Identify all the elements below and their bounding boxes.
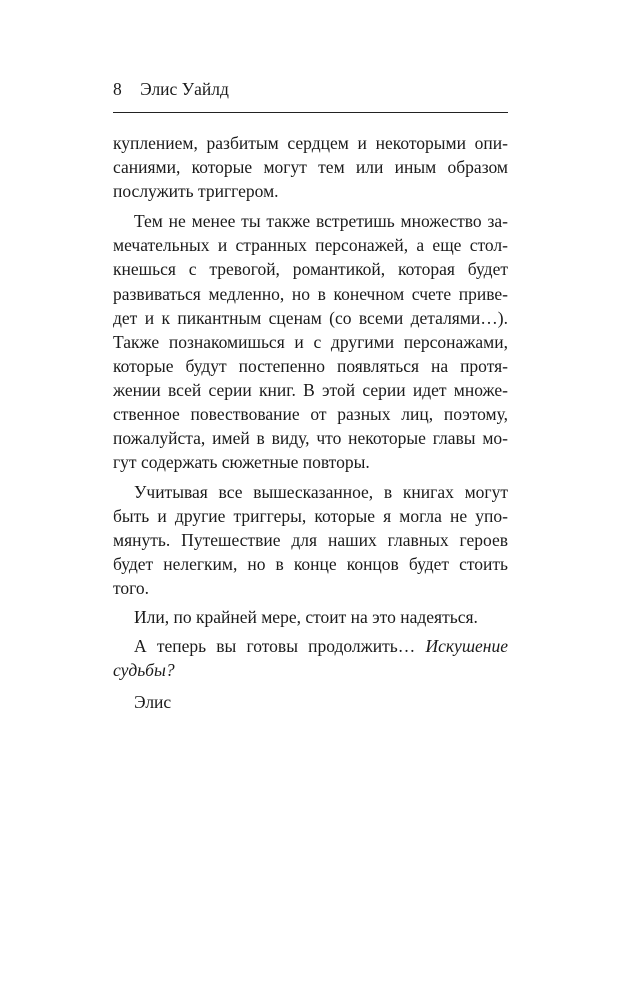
text-line: саниями, которые могут тем или иным образом: [113, 157, 508, 177]
text-line: куплением, разбитым сердцем и некоторыми опи-: [113, 133, 508, 153]
text-line: Учитывая все вышесказанное, в книгах могут: [134, 482, 508, 502]
text-line: послужить триггером.: [113, 181, 279, 201]
text-line: Или, по крайней мере, стоит на это надеяться.: [134, 607, 478, 627]
text-line: кнешься с тревогой, романтикой, которая будет: [113, 259, 508, 279]
text-line: [134, 634, 508, 658]
text-line: мечательных и странных персонажей, а еще стол-: [113, 235, 508, 255]
text-line: того.: [113, 578, 150, 598]
page-number: 8: [113, 79, 122, 99]
text-run: А теперь вы готовы продолжить…: [134, 636, 416, 656]
signature-text: Элис: [134, 692, 172, 712]
text-line: гут содержать сюжетные повторы.: [113, 452, 370, 472]
text-line: мянуть. Путешествие для наших главных героев: [113, 530, 508, 550]
page-header: [113, 78, 229, 100]
text-line: Также познакомишься и с другими персонажами,: [113, 332, 508, 352]
header-rule: [113, 112, 508, 113]
text-line: судьбы?: [113, 660, 175, 680]
text-line: быть и другие триггеры, которые я могла не упо-: [113, 506, 508, 526]
text-line: Тем не менее ты также встретишь множество за-: [134, 211, 508, 231]
running-head-author: Элис Уайлд: [140, 79, 229, 99]
text-line: пожалуйста, имей в виду, что некоторые главы мо-: [113, 428, 508, 448]
text-line: развиваться медленно, но в конечном счете приве-: [113, 284, 508, 304]
text-line: ственное повествование от разных лиц, поэтому,: [113, 404, 508, 424]
text-line: дет и к пикантным сценам (со всеми деталями…).: [113, 308, 508, 328]
book-title-italic: Искушение: [425, 636, 509, 656]
text-line: жении всей серии книг. В этой серии идет множе-: [113, 380, 508, 400]
text-line: которые будут постепенно появляться на протя-: [113, 356, 508, 376]
text-line: будет нелегким, но в конце концов будет стоить: [113, 554, 508, 574]
